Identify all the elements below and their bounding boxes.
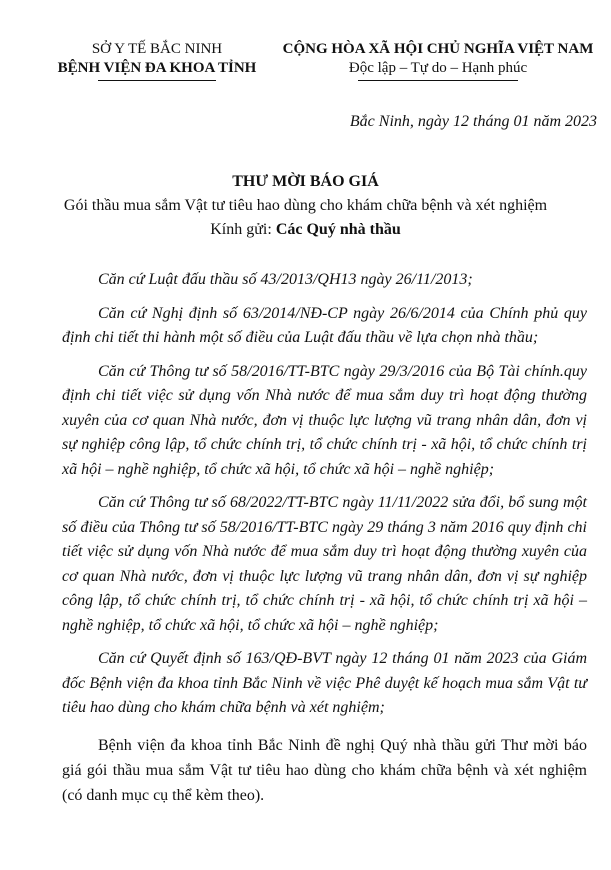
motto-underline	[358, 80, 518, 81]
issuer-header	[52, 40, 262, 81]
national-header	[268, 40, 608, 81]
issuer-underline	[98, 80, 216, 81]
document-subtitle: Gói thầu mua sắm Vật tư tiêu hao dùng cho khám chữa bệnh và xét nghiệm	[63, 197, 548, 214]
national-motto: Độc lập – Tự do – Hạnh phúc	[348, 60, 528, 76]
legal-basis-paragraph: Căn cứ Thông tư số 58/2016/TT-BTC ngày 29/3/2016 của Bộ Tài chính.quy định chi tiết việc sử dụng vốn Nhà nước để mua sắm duy trì hoạt động thường xuyên của cơ quan Nhà nước, đơn vị thuộc lực lượng vũ trang nhân dân, đơn vị sự nghiệp công lập, tổ chức chính trị, tổ chức chính trị - xã hội, tổ chức chính trị xã hội – nghề nghiệp, tổ chức xã hội, tổ chức xã hội – nghề nghiệp;	[62, 362, 587, 478]
document-title: THƯ MỜI BÁO GIÁ	[232, 173, 379, 190]
request-paragraph: Bệnh viện đa khoa tỉnh Bắc Ninh đề nghị Quý nhà thầu gửi Thư mời báo giá gói thầu mua sắm Vật tư tiêu hao dùng cho khám chữa bệnh và xét nghiệm (có danh mục cụ thể kèm theo).	[62, 736, 587, 804]
agency-name: SỞ Y TẾ BẮC NINH	[91, 41, 223, 57]
recipient-prefix: Kính gửi:	[210, 221, 276, 238]
legal-basis-paragraph: Căn cứ Luật đấu thầu số 43/2013/QH13 ngày 26/11/2013;	[98, 271, 473, 288]
recipient-line	[0, 221, 611, 239]
document-date: Bắc Ninh, ngày 12 tháng 01 năm 2023	[349, 113, 597, 130]
hospital-name: BỆNH VIỆN ĐA KHOA TỈNH	[57, 60, 257, 76]
country-name: CỘNG HÒA XÃ HỘI CHỦ NGHĨA VIỆT NAM	[282, 41, 594, 57]
legal-basis-paragraph: Căn cứ Nghị định số 63/2014/NĐ-CP ngày 26/6/2014 của Chính phủ quy định chi tiết thi hành một số điều của Luật đấu thầu về lựa chọn nhà thầu;	[62, 304, 587, 346]
document-body	[62, 268, 587, 817]
recipient-name: Các Quý nhà thầu	[275, 221, 401, 238]
legal-basis-paragraph: Căn cứ Thông tư số 68/2022/TT-BTC ngày 11/11/2022 sửa đổi, bổ sung một số điều của Thông tư số 58/2016/TT-BTC ngày 29 tháng 3 năm 2016 quy định chi tiết việc sử dụng vốn Nhà nước để mua sắm duy trì hoạt động thường xuyên của cơ quan Nhà nước, đơn vị thuộc lực lượng vũ trang nhân dân, đơn vị sự nghiệp công lập, tổ chức chính trị, tổ chức chính trị - xã hội, tổ chức chính trị xã hội – nghề nghiệp, tổ chức xã hội, tổ chức xã hội – nghề nghiệp;	[62, 494, 587, 634]
legal-basis-paragraph: Căn cứ Quyết định số 163/QĐ-BVT ngày 12 tháng 01 năm 2023 của Giám đốc Bệnh viện đa khoa tỉnh Bắc Ninh về việc Phê duyệt kế hoạch mua sắm Vật tư tiêu hao dùng cho khám chữa bệnh và xét nghiệm;	[62, 650, 587, 716]
